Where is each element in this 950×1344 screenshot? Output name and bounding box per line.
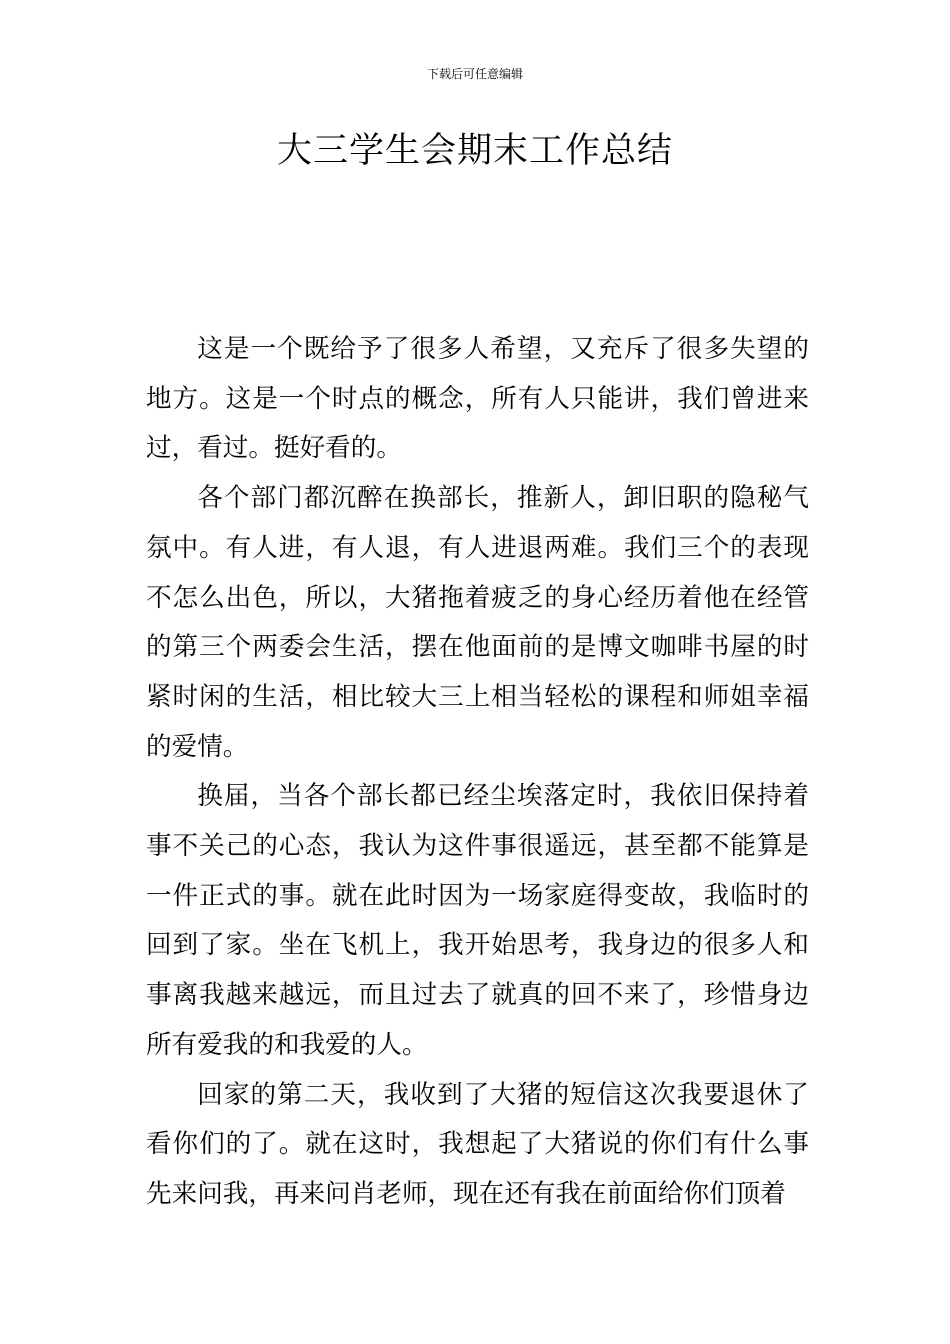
header-note: 下载后可任意编辑 — [426, 67, 523, 81]
paragraph: 回家的第二天，我收到了大猪的短信这次我要退休了看你们的了。就在这时，我想起了大猪说的你们有什么事先来问我，再来问肖老师，现在还有我在前面给你们顶着 — [146, 1079, 809, 1209]
paragraph: 各个部门都沉醉在换部长，推新人，卸旧职的隐秘气氛中。有人进，有人退，有人进退两难。我们三个的表现不怎么出色，所以，大猪拖着疲乏的身心经历着他在经管的第三个两委会生活，摆在他面前的是博文咖啡书屋的时紧时闲的生活，相比较大三上相当轻松的课程和师姐幸福的爱情。 — [146, 483, 809, 762]
paragraph: 这是一个既给予了很多人希望，又充斥了很多失望的地方。这是一个时点的概念，所有人只能讲，我们曾进来过，看过。挺好看的。 — [146, 334, 809, 464]
document-body — [146, 325, 809, 1220]
paragraph: 换届，当各个部长都已经尘埃落定时，我依旧保持着事不关己的心态，我认为这件事很遥远，甚至都不能算是一件正式的事。就在此时因为一场家庭得变故，我临时的回到了家。坐在飞机上，我开始思考，我身边的很多人和事离我越来越远，而且过去了就真的回不来了，珍惜身边所有爱我的和我爱的人。 — [146, 781, 809, 1060]
document-title: 大三学生会期末工作总结 — [276, 131, 673, 171]
